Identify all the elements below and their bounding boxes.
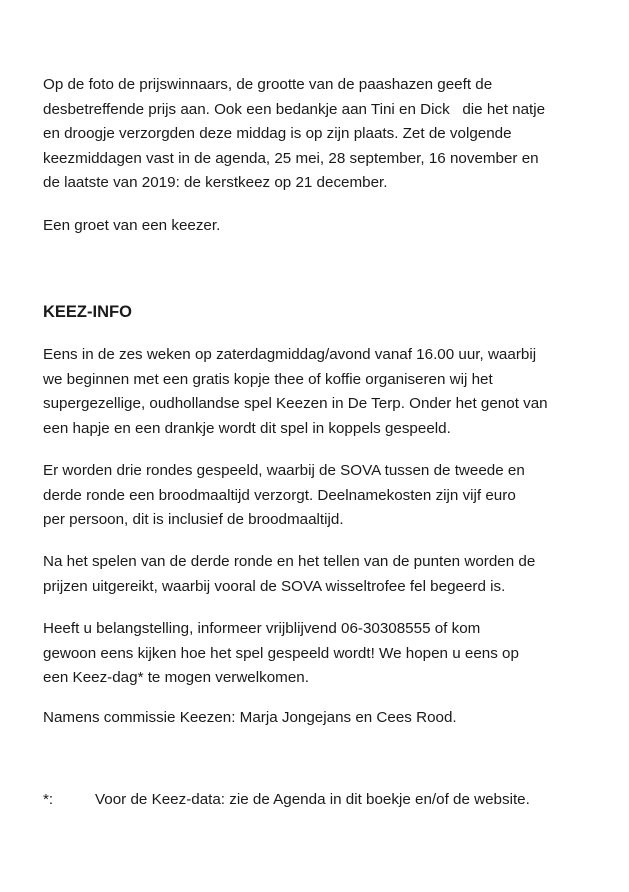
text-line: keezmiddagen vast in de agenda, 25 mei, 28 september, 16 november en [43, 149, 539, 167]
text-line: een Keez-dag* te mogen verwelkomen. [43, 669, 309, 687]
text-line: Na het spelen van de derde ronde en het tellen van de punten worden de [43, 553, 536, 570]
footnote-mark: *: [43, 791, 54, 808]
signature [43, 706, 609, 731]
text-line: gewoon eens kijken hoe het spel gespeeld wordt! We hopen u eens op [43, 644, 519, 662]
text-line: Op de foto de prijswinnaars, de grootte van de paashazen geeft de [43, 76, 493, 93]
text-line: per persoon, dit is inclusief de broodmaaltijd. [43, 511, 344, 529]
greeting [43, 214, 609, 239]
footnote-text: Voor de Keez-data: zie de Agenda in dit boekje en/of de website. [95, 791, 530, 808]
text-line: supergezellige, oudhollandse spel Keezen in De Terp. Onder het genot van [43, 395, 548, 413]
text-line: de laatste van 2019: de kerstkeez op 21 december. [43, 174, 388, 192]
footnote [43, 788, 609, 812]
text-line: Er worden drie rondes gespeeld, waarbij de SOVA tussen de tweede en [43, 462, 525, 479]
text-line: Eens in de zes weken op zaterdagmiddag/avond vanaf 16.00 uur, waarbij [43, 346, 537, 363]
info-paragraph-4 [43, 617, 609, 691]
text-line: prijzen uitgereikt, waarbij vooral de SOVA wisseltrofee fel begeerd is. [43, 577, 506, 595]
intro-paragraph [43, 73, 609, 196]
info-paragraph-1 [43, 343, 609, 441]
info-paragraph-3 [43, 550, 609, 599]
text-line: we beginnen met een gratis kopje thee of koffie organiseren wij het [43, 370, 493, 388]
section-heading: KEEZ-INFO [43, 303, 132, 321]
info-paragraph-2 [43, 459, 609, 533]
text-line: Heeft u belangstelling, informeer vrijblijvend 06-30308555 of kom [43, 620, 481, 637]
text-line: derde ronde een broodmaaltijd verzorgt. Deelnamekosten zijn vijf euro [43, 486, 516, 504]
text-line: een hapje en een drankje wordt dit spel in koppels gespeeld. [43, 419, 451, 437]
text-line: Namens commissie Keezen: Marja Jongejans en Cees Rood. [43, 709, 457, 726]
text-line: en droogje verzorgden deze middag is op zijn plaats. Zet de volgende [43, 125, 512, 143]
text-line: desbetreffende prijs aan. Ook een bedankje aan Tini en Dick die het natje [43, 100, 546, 118]
text-line: Een groet van een keezer. [43, 217, 221, 234]
